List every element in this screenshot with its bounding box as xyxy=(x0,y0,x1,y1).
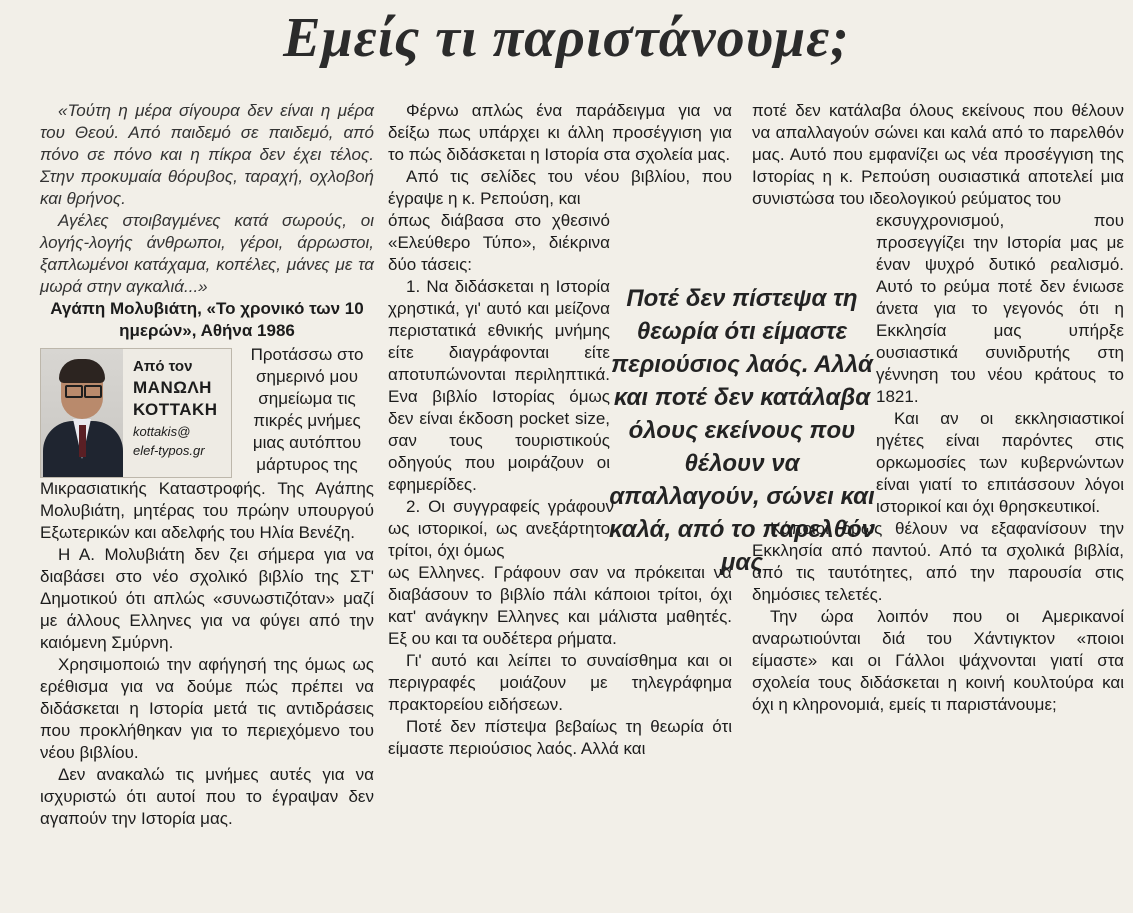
body-paragraph: Μικρασιατικής Καταστροφής. Της Αγάπης Μολυβιάτη, μητέρας του πρώην υπουργού Εξωτερικών και αδελφής του Ηλία Βενέζη. xyxy=(40,479,374,542)
author-email-user: kottakis@ xyxy=(133,424,191,439)
author-box xyxy=(40,348,232,478)
author-photo xyxy=(41,349,123,477)
author-first-name: ΜΑΝΩΛΗ xyxy=(133,378,212,397)
headline: Εμείς τι παριστάνουμε; xyxy=(283,7,850,69)
author-row xyxy=(40,344,374,478)
body-paragraph: όπως διάβασα στο χθεσινό «Ελεύθερο Τύπο», διέκρινα δύο τάσεις: xyxy=(388,211,610,274)
body-paragraph: Χρησιμοποιώ την αφήγησή της όμως ως ερέθισμα για να δούμε πώς πρέπει να διδάσκεται η Ιστορία μετά τις αντιδράσεις που προκλήθηκαν για το περιεχόμενο του νέου βιβλίου. xyxy=(40,655,374,762)
body-paragraph: 2. Οι συγγραφείς γράφουν ως ιστορικοί, ως ανεξάρτητοι τρίτοι, όχι όμως xyxy=(388,497,614,560)
body-paragraph: Ποτέ δεν πίστεψα βεβαίως τη θεωρία ότι είμαστε περιούσιος λαός. Αλλά και xyxy=(388,717,732,758)
body-paragraph: Την ώρα λοιπόν που οι Αμερικανοί αναρωτιούνται διά του Χάντιγκτον «ποιοι είμαστε» και οι Γάλλοι ψάχνονται γιατί στα σχολεία τους διδάσκεται η κοινή κουλτούρα και όχι η κληρονομιά, εμείς τι παριστάνουμε; xyxy=(752,607,1124,714)
body-paragraph: Και αν οι εκκλησιαστικοί ηγέτες είναι παρόντες στις ορκωμοσίες των κυβερνώντων είναι γιατί το επιτάσσουν λόγοι ιστορικοί και όχι θρησκευτικοί. xyxy=(876,409,1124,516)
body-paragraph: Γι' αυτό και λείπει το συναίσθημα και οι περιγραφές μοιάζουν με τηλεγράφημα πρακτορείου ειδήσεων. xyxy=(388,651,732,714)
column-3 xyxy=(752,100,1124,716)
column-1 xyxy=(40,100,374,830)
body-paragraph: Προτάσσω στο σημερινό μου σημείωμα τις πικρές μνήμες μιας αυτόπτου μάρτυρος της xyxy=(250,345,364,474)
body-paragraph: Από τις σελίδες του νέου βιβλίου, που έγραψε η κ. Ρεπούση, και xyxy=(388,167,732,208)
author-email-domain: elef-typos.gr xyxy=(133,443,205,458)
epigraph-source: Αγάπη Μολυβιάτη, «Το χρονικό των 10 ημερών», Αθήνα 1986 xyxy=(50,299,364,340)
body-paragraph: Φέρνω απλώς ένα παράδειγμα για να δείξω πως υπάρχει κι άλλη προσέγγιση για το πώς διδάσκεται η Ιστορία στα σχολεία μας. xyxy=(388,101,732,164)
author-last-name: ΚΟΤΤΑΚΗ xyxy=(133,400,218,419)
body-paragraph: εκσυγχρονισμού, που προσεγγίζει την Ιστορία μας με έναν ψυχρό δυτικό ρεαλισμό. Αυτό το ρεύμα ποτέ δεν ένιωσε άνετα για το γεγονός ότι η Εκκλησία μας υπήρξε ουσιαστικά συνιδρυτής στη γέννηση του νέου κράτους το 1821. xyxy=(876,211,1124,406)
text-beside-photo xyxy=(232,344,374,476)
body-paragraph: 1. Να διδάσκεται η Ιστορία χρηστικά, γι' αυτό και μείζονα περιστατικά εθνικής μνήμης είτε διαγράφονται είτε αποτυπώνονται περιληπτικά. Ενα βιβλίο Ιστορίας όμως δεν είναι έκδοση pocket size, σαν τους τουριστικούς οδηγούς που μοιράζουν οι εφημερίδες. xyxy=(388,277,610,494)
epigraph xyxy=(40,100,374,298)
epigraph-line: «Τούτη η μέρα σίγουρα δεν είναι η μέρα του Θεού. Από παιδεμό σε παιδεμό, από πόνο σε πόνο και η πίκρα δεν έχει τέλος. Στην προκυμαία θόρυβος, ταραχή, οχλοβοή και θρήνος. xyxy=(40,101,374,208)
author-label: Από τον xyxy=(133,358,193,375)
pull-quote: Ποτέ δεν πίστεψα τη θεωρία ότι είμαστε περιούσιος λαός. Αλλά και ποτέ δεν κατάλαβα όλους εκείνους που θέλουν να απαλλαγούν, σώνει και καλά, από το παρελθόν μας xyxy=(609,285,875,576)
body-paragraph: ποτέ δεν κατάλαβα όλους εκείνους που θέλουν να απαλλαγούν σώνει και καλά από το παρελθόν μας. Αυτό που εμφανίζει ως νέα προσέγγιση της Ιστορίας η κ. Ρεπούση ουσιαστικά αποτελεί μια συνιστώσα του ιδεολογικού ρεύματος του xyxy=(752,101,1124,208)
body-paragraph: Κάποιοι όμως θέλουν να εξαφανίσουν την Εκκλησία από παντού. Από τα σχολικά βιβλία, από τις ταυτότητες, από την παρουσία στις δημόσιες τελετές. xyxy=(752,519,1124,604)
body-paragraph: Η Α. Μολυβιάτη δεν ζει σήμερα για να διαβάσει στο νέο σχολικό βιβλίο της ΣΤ' Δημοτικού ότι απλώς «συνωστιζόταν» μαζί με άλλους Ελληνες για να φύγει από την καιόμενη Σμύρνη. xyxy=(40,545,374,652)
body-paragraph: ως Ελληνες. Γράφουν σαν να πρόκειται να διαβάσουν το βιβλίο πάλι κάποιοι τρίτοι, όχι κατ' ανάγκην Ελληνες και μάλιστα μαθητές. Εξ ου και τα ουδέτερα ρήματα. xyxy=(388,563,732,648)
epigraph-line: Αγέλες στοιβαγμένες κατά σωρούς, οι λογής-λογής άνθρωποι, γέροι, άρρωστοι, ξαπλωμένοι κατάχαμα, κοπέλες, μάνες με τα μωρά στην αγκαλιά...» xyxy=(40,211,374,296)
body-paragraph: Δεν ανακαλώ τις μνήμες αυτές για να ισχυριστώ ότι αυτοί που το έγραψαν δεν αγαπούν την Ιστορία μας. xyxy=(40,765,374,828)
author-credit xyxy=(123,349,218,477)
